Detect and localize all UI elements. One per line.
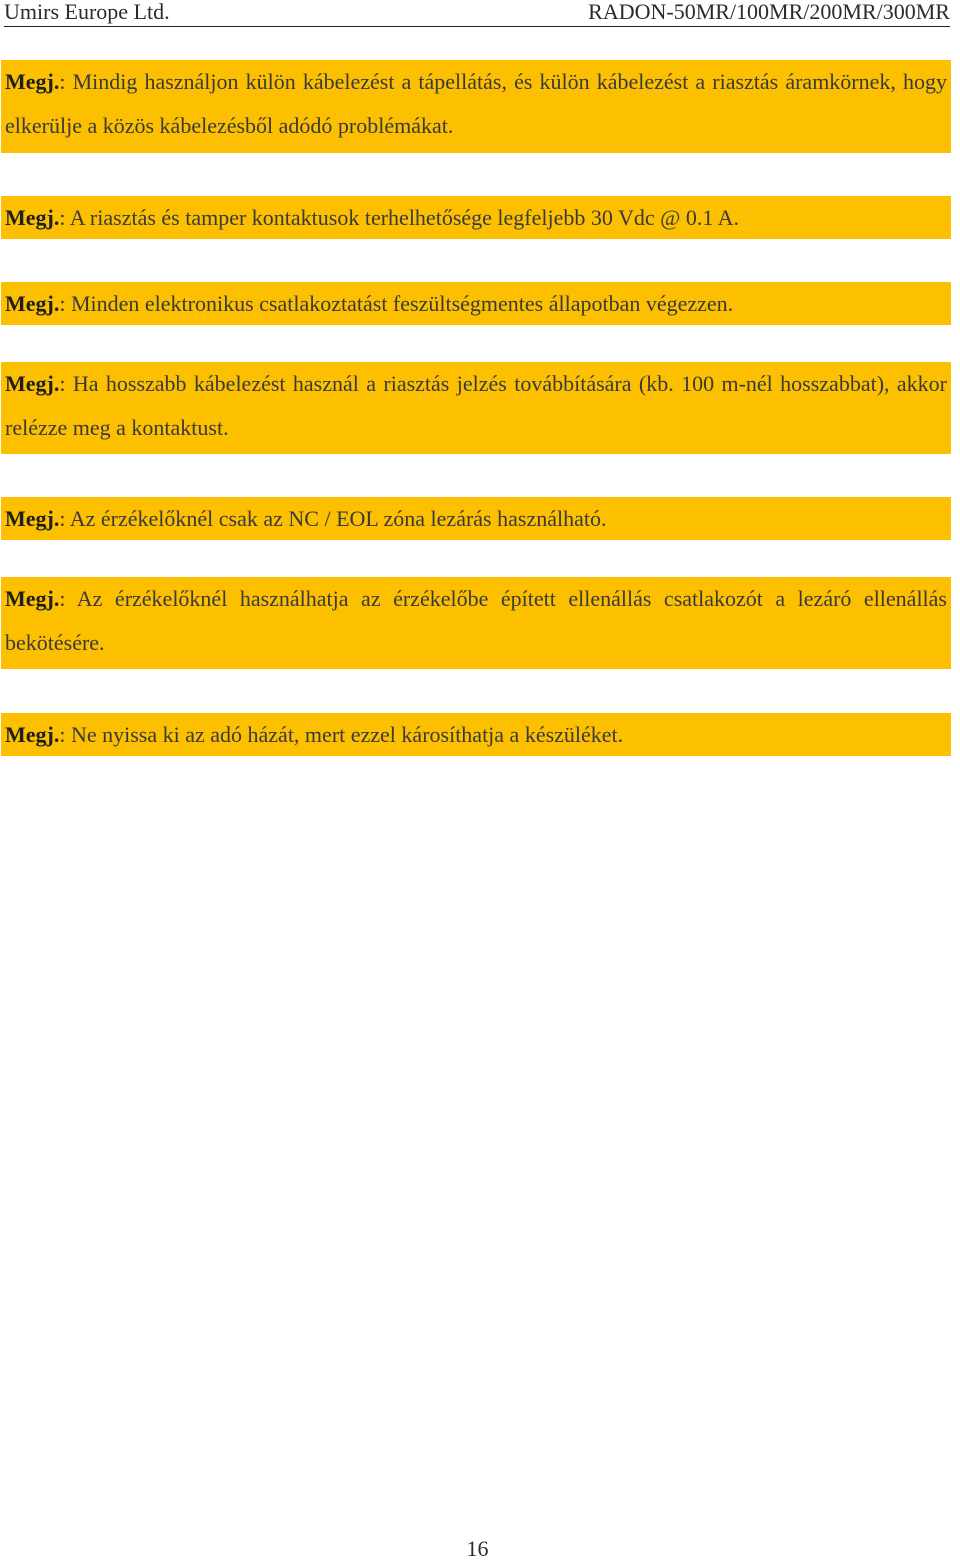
note-text: : A riasztás és tamper kontaktusok terhelhetősége legfeljebb 30 Vdc @ 0.1 A. [59,205,740,230]
note-paragraph [5,577,947,664]
note-prefix: Megj. [5,371,60,396]
note-text: : Minden elektronikus csatlakoztatást feszültségmentes állapotban végezzen. [59,291,734,316]
note-text: : Ha hosszabb kábelezést használ a riasztás jelzés továbbítására (kb. 100 m-nél hosszabbat), akkor relézze meg a kontaktust. [5,371,947,440]
note-paragraph [5,497,947,540]
note-box-3 [1,282,951,325]
page-header [4,0,950,27]
note-box-6 [1,577,951,669]
note-box-5 [1,497,951,540]
note-box-2 [1,196,951,239]
note-text: : Ne nyissa ki az adó házát, mert ezzel károsíthatja a készüléket. [59,722,624,747]
note-box-7 [1,713,951,756]
note-text: : Az érzékelőknél csak az NC / EOL zóna lezárás használható. [59,506,607,531]
header-product: RADON-50MR/100MR/200MR/300MR [588,0,950,24]
note-paragraph [5,282,947,325]
note-paragraph [5,713,947,756]
note-prefix: Megj. [5,291,60,316]
note-text: : Az érzékelőknél használhatja az érzékelőbe épített ellenállás csatlakozót a lezáró ellenállás bekötésére. [5,586,947,655]
note-prefix: Megj. [5,586,60,611]
header-company: Umirs Europe Ltd. [4,0,170,24]
note-box-1 [1,60,951,153]
note-paragraph [5,196,947,239]
note-prefix: Megj. [5,69,60,94]
note-paragraph [5,60,947,147]
note-paragraph [5,362,947,449]
note-prefix: Megj. [5,722,60,747]
note-prefix: Megj. [5,205,60,230]
page-number: 16 [466,1536,489,1561]
note-box-4 [1,362,951,454]
note-prefix: Megj. [5,506,60,531]
note-text: : Mindig használjon külön kábelezést a tápellátás, és külön kábelezést a riasztás áramkörnek, hogy elkerülje a közös kábelezésből adódó problémákat. [5,69,947,138]
